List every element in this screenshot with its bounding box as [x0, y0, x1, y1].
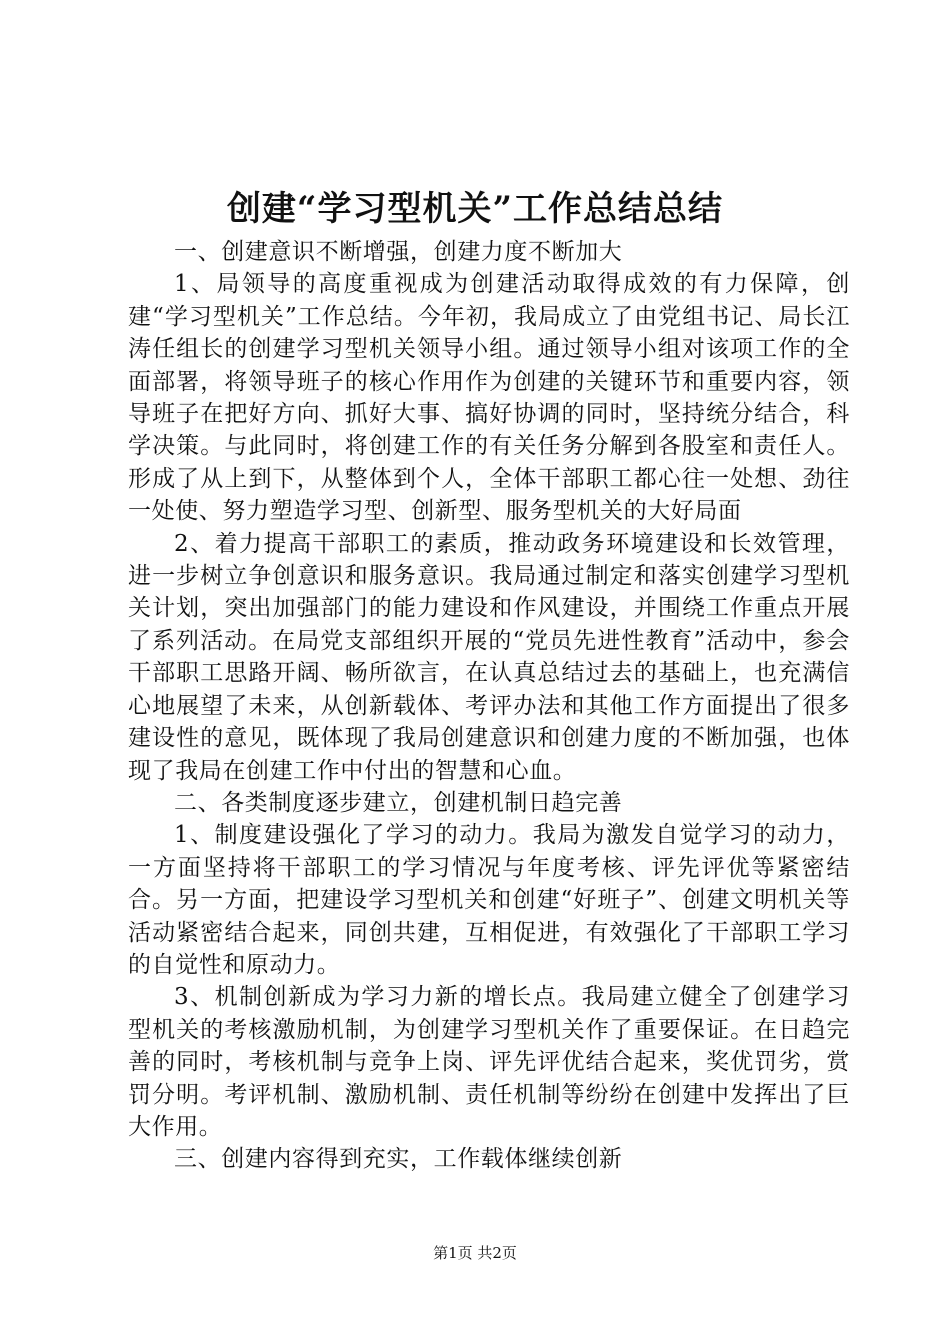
section-heading-2: 二、各类制度逐步建立，创建机制日趋完善 — [174, 789, 623, 816]
document-body — [128, 236, 850, 1176]
page-number-footer: 第1页 共2页 — [433, 1244, 517, 1262]
paragraph-mechanism-innovation: 3、机制创新成为学习力新的增长点。我局建立健全了创建学习型机关的考核激励机制，为创建学习型机关作了重要保证。在日趋完善的同时，考核机制与竞争上岗、评先评优结合起来，奖优罚劣，赏罚分明。考评机制、激励机制、责任机制等纷纷在创建中发挥出了巨大作用。 — [128, 984, 850, 1140]
section-heading-3: 三、创建内容得到充实，工作载体继续创新 — [174, 1146, 623, 1173]
paragraph-leadership: 1、局领导的高度重视成为创建活动取得成效的有力保障，创建“学习型机关”工作总结。今年初，我局成立了由党组书记、局长江涛任组长的创建学习型机关领导小组。通过领导小组对该项工作的全面部署，将领导班子的核心作用作为创建的关键环节和重要内容，领导班子在把好方向、抓好大事、搞好协调的同时，坚持统分结合，科学决策。与此同时，将创建工作的有关任务分解到各股室和责任人。形成了从上到下，从整体到个人，全体干部职工都心往一处想、劲往一处使、努力塑造学习型、创新型、服务型机关的大好局面 — [128, 271, 850, 525]
section-heading-1: 一、创建意识不断增强，创建力度不断加大 — [174, 239, 623, 265]
paragraph-staff-quality: 2、着力提高干部职工的素质，推动政务环境建设和长效管理，进一步树立争创意识和服务意识。我局通过制定和落实创建学习型机关计划，突出加强部门的能力建设和作风建设，并围绕工作重点开展了系列活动。在局党支部组织开展的“党员先进性教育”活动中，参会干部职工思路开阔、畅所欲言，在认真总结过去的基础上，也充满信心地展望了未来，从创新载体、考评办法和其他工作方面提出了很多建设性的意见，既体现了我局创建意识和创建力度的不断加强，也体现了我局在创建工作中付出的智慧和心血。 — [128, 530, 850, 784]
paragraph-system-building: 1、制度建设强化了学习的动力。我局为激发自觉学习的动力，一方面坚持将干部职工的学习情况与年度考核、评先评优等紧密结合。另一方面，把建设学习型机关和创建“好班子”、创建文明机关等活动紧密结合起来，同创共建，互相促进，有效强化了干部职工学习的自觉性和原动力。 — [128, 822, 850, 978]
document-title: 创建“学习型机关”工作总结总结 — [226, 189, 724, 229]
